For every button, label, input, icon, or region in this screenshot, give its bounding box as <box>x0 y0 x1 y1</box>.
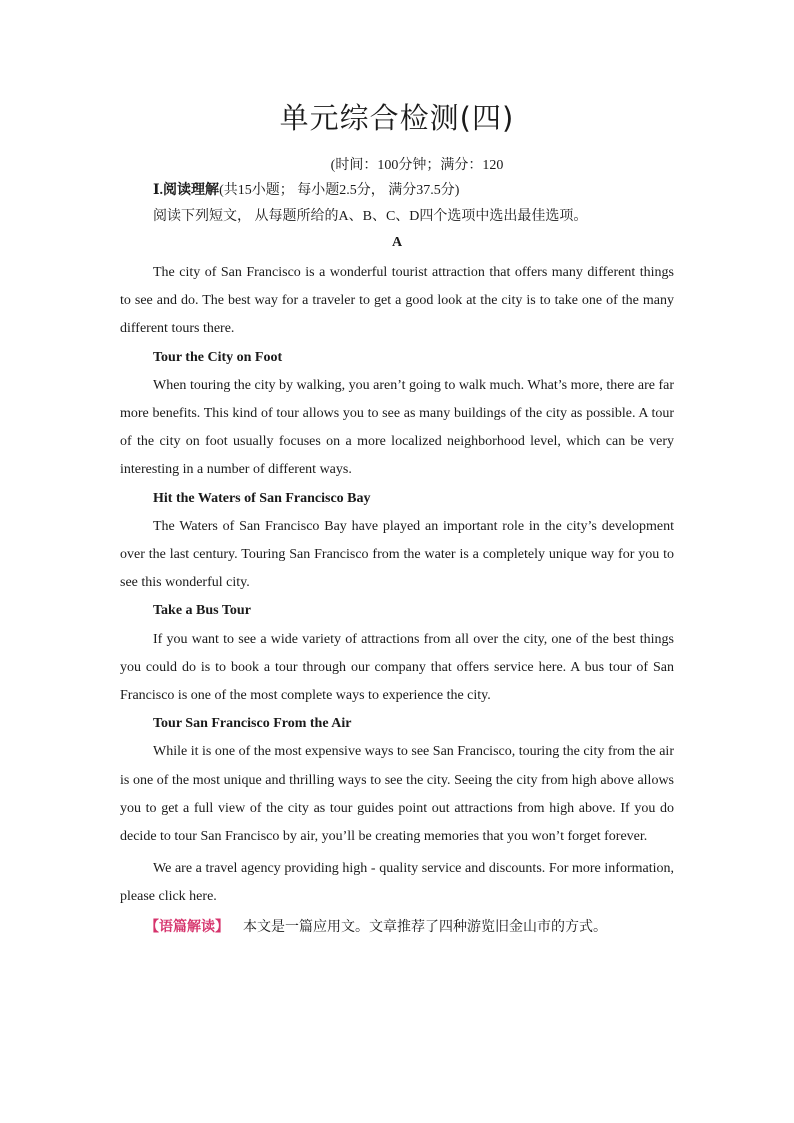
paragraph-on-foot: When touring the city by walking, you aren’t going to walk much. What’s more, there are far more benefits. This kind of tour allows you to see as many buildings of the city as possible. A tour of the city on foot usually focuses on a more localized neighborhood level, which can be very interesting in a number of different ways. <box>120 377 674 478</box>
heading-bus-tour: Take a Bus Tour <box>153 603 251 619</box>
heading-air-tour: Tour San Francisco From the Air <box>153 716 352 732</box>
page-title: 单元综合检测(四) <box>279 101 515 135</box>
notes-tag: 【语篇解读】 <box>145 919 229 935</box>
section-info: (共15小题； 每小题2.5分， 满分37.5分) <box>219 183 460 198</box>
paragraph-bay: The Waters of San Francisco Bay have played an important role in the city’s development over the last century. Touring San Francisco from the water is a completely unique way for you to see this wonderful city. <box>120 518 674 591</box>
paragraph-air-tour: While it is one of the most expensive ways to see San Francisco, touring the city from the air is one of the most unique and thrilling ways to see the city. Seeing the city from high above allows you to get a full view of the city as tour guides point out attractions from high above. If you do decide to tour San Francisco by air, you’ll be creating memories that you won’t forget forever. <box>120 744 674 845</box>
passage-notes <box>120 914 674 942</box>
exam-time-info: (时间：100分钟；满分：120 <box>330 158 504 173</box>
passage-letter: A <box>391 235 403 250</box>
passage-intro: The city of San Francisco is a wonderful tourist attraction that offers many different things to see and do. The best way for a traveler to get a good look at the city is to take one of the many different tours there. <box>120 265 674 337</box>
notes-text: 本文是一篇应用文。文章推荐了四种游览旧金山市的方式。 <box>243 919 607 935</box>
document-page <box>120 98 674 956</box>
section-label: Ⅰ.阅读理解 <box>153 183 220 198</box>
paragraph-bus-tour: If you want to see a wide variety of attractions from all over the city, one of the best things you could do is to book a tour through our company that offers service here. A bus tour of San Francisco is one of the most complete ways to experience the city. <box>120 631 674 704</box>
heading-tour-on-foot: Tour the City on Foot <box>153 349 283 365</box>
section-heading <box>120 181 674 201</box>
instructions: 阅读下列短文， 从每题所给的A、B、C、D四个选项中选出最佳选项。 <box>153 209 588 224</box>
paragraph-closing: We are a travel agency providing high - quality service and discounts. For more information, please click here. <box>120 861 674 905</box>
heading-bay: Hit the Waters of San Francisco Bay <box>153 490 371 506</box>
